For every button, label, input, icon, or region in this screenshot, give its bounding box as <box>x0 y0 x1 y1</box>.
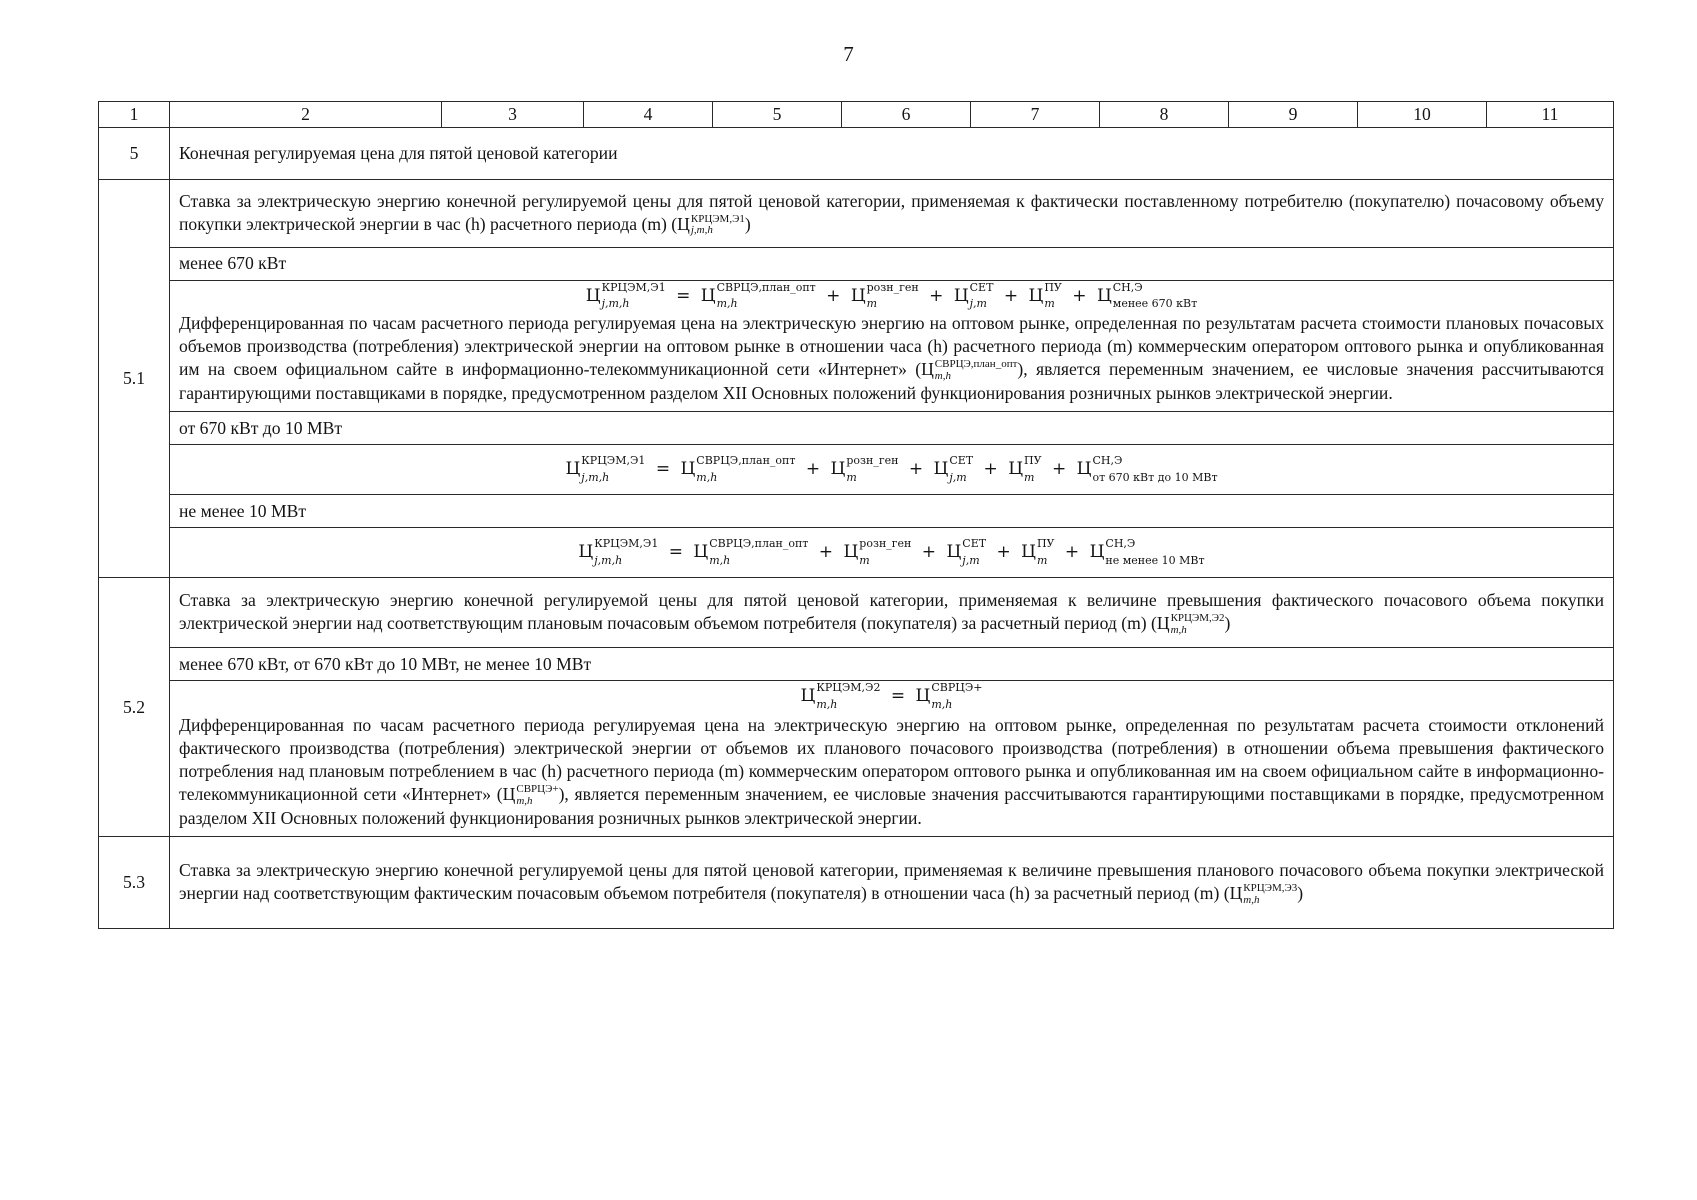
sup-index: КРЦЭМ,Э1 <box>601 280 666 294</box>
indices <box>859 536 912 567</box>
sub-index: m <box>866 297 878 311</box>
sup-index: СН,Э <box>1092 453 1123 467</box>
sub-index: j,m,h <box>581 470 610 484</box>
plus-sign: + <box>1064 542 1080 563</box>
sup-index: СН,Э <box>1105 536 1136 550</box>
price-symbol: Ц <box>700 285 716 306</box>
indices <box>846 453 899 484</box>
indices <box>1243 883 1297 906</box>
column-header-row <box>99 102 1614 128</box>
indices <box>931 681 983 711</box>
sub-index: m,h <box>1243 893 1260 906</box>
explanation-text: Дифференцированная по часам расчетного периода регулируемая цена на электрическую энергию на оптовом рынке, определенная по результатам расчета стоимости плановых почасовых объемов производства (потребления) электрической энергии на оптовом рынке в отношении часа (h) расчетного периода (m) коммерческим оператором оптового рынка и опубликованная им на своем официальном сайте в информационно-телекоммуникационной сети «Интернет» ( <box>179 312 1604 379</box>
sup-index: КРЦЭМ,Э1 <box>690 212 745 225</box>
sup-index: розн_ген <box>859 536 912 550</box>
sub-index: j,m,h <box>690 224 713 237</box>
column-header: 10 <box>1358 102 1487 128</box>
price-symbol: Ц <box>1076 459 1092 480</box>
price-symbol: Ц <box>1008 459 1024 480</box>
formula-explanation <box>179 312 1604 405</box>
column-header: 5 <box>713 102 842 128</box>
page-number: 7 <box>843 42 854 66</box>
sup-index: СН,Э <box>1112 280 1143 294</box>
plus-sign: + <box>1051 459 1067 480</box>
price-symbol: Ц <box>1089 542 1105 563</box>
sup-index: КРЦЭМ,Э2 <box>816 681 881 695</box>
price-symbol: Ц <box>1028 285 1044 306</box>
sup-index: розн_ген <box>846 453 899 467</box>
sub-index: j,m,h <box>594 553 623 567</box>
column-header: 6 <box>842 102 971 128</box>
formula-row <box>99 445 1614 495</box>
category-label: менее 670 кВт <box>170 247 1614 280</box>
price-symbol: Ц <box>565 459 581 480</box>
indices <box>1024 453 1042 484</box>
explanation-text: ), является переменным значением, ее числовые значения рассчитываются гарантирующими поставщиками в порядке, предусмотренном разделом XII Основных положений функционирования розничных рынков электрической энергии. <box>179 358 1604 404</box>
sup-index: СЕТ <box>962 536 987 550</box>
category-label: не менее 10 МВт <box>170 495 1614 528</box>
explanation-text: Дифференцированная по часам расчетного периода регулируемая цена на электрическую энергию на оптовом рынке, определенная по результатам расчета стоимости отклонений фактического производства (потребления) электрической энергии от объемов их планового почасового производства (потребления) в отношении объема превышения фактического потребления над плановым потреблением в час (h) расчетного периода (m) коммерческим оператором оптового рынка и опубликованная им на своем официальном сайте в информационно-телекоммуникационной сети «Интернет» ( <box>179 715 1604 804</box>
equals-sign: = <box>655 459 671 480</box>
price-formula <box>170 445 1614 495</box>
indices <box>935 359 1018 382</box>
plus-sign: + <box>929 285 944 306</box>
explanation-text: ), является переменным значением, ее числовые значения рассчитываются гарантирующими поставщиками в порядке, предусмотренном разделом XII Основных положений функционирования розничных рынков электрической энергии. <box>179 783 1604 829</box>
price-symbol: Ц <box>693 542 709 563</box>
formula-note-cell <box>170 681 1614 837</box>
sub-index: m <box>846 470 857 484</box>
price-symbol: Ц <box>1156 612 1170 633</box>
indices <box>516 784 558 807</box>
price-formula <box>179 681 1604 714</box>
indices <box>1112 280 1198 311</box>
sub-index: m <box>1024 470 1035 484</box>
tariff-table <box>98 101 1614 929</box>
price-symbol: Ц <box>800 686 816 707</box>
sup-index: СВРЦЭ,план_опт <box>696 453 796 467</box>
price-symbol: Ц <box>1021 542 1036 563</box>
sub-index: j,m <box>969 297 987 311</box>
sup-index: розн_ген <box>866 280 919 294</box>
sub-index: m,h <box>931 697 953 711</box>
sub-index: j,m <box>949 470 967 484</box>
sup-index: КРЦЭМ,Э2 <box>1170 612 1225 625</box>
sub-index: m,h <box>516 794 533 807</box>
sub-index: j,m <box>962 553 980 567</box>
sub-index: m,h <box>716 297 738 311</box>
price-symbol: Ц <box>915 686 931 707</box>
sub-index: m <box>1036 553 1048 567</box>
sup-index: КРЦЭМ,Э3 <box>1243 882 1298 895</box>
sub-index: m <box>1044 297 1055 311</box>
plus-sign: + <box>805 459 821 480</box>
sup-index: СВРЦЭ+ <box>516 783 559 796</box>
sup-index: КРЦЭМ,Э1 <box>594 536 659 550</box>
sub-index: m,h <box>816 697 838 711</box>
formula-row <box>99 528 1614 578</box>
price-symbol: Ц <box>933 459 949 480</box>
row-number: 5.1 <box>99 179 170 577</box>
formula-note-cell <box>170 280 1614 411</box>
sub-index: m,h <box>696 470 718 484</box>
price-symbol: Ц <box>946 542 962 563</box>
price-symbol: Ц <box>502 783 516 804</box>
sub-index: не менее 10 МВт <box>1105 553 1205 567</box>
sup-index: КРЦЭМ,Э1 <box>581 453 646 467</box>
desc-text: ) <box>744 213 751 234</box>
sup-index: СВРЦЭ,план_опт <box>716 280 816 294</box>
sub-index: менее 670 кВт <box>1112 297 1198 311</box>
plus-sign: + <box>921 542 937 563</box>
column-header: 2 <box>170 102 442 128</box>
plus-sign: + <box>908 459 924 480</box>
sup-index: ПУ <box>1036 536 1055 550</box>
plus-sign: + <box>826 285 841 306</box>
indices <box>1092 453 1218 484</box>
section-row-5 <box>99 127 1614 179</box>
indices <box>601 280 666 311</box>
indices <box>709 536 809 567</box>
formula-note-row <box>99 280 1614 411</box>
equals-sign: = <box>676 285 691 306</box>
column-header: 9 <box>1229 102 1358 128</box>
indices <box>1036 536 1055 567</box>
sub-index: m,h <box>709 553 731 567</box>
plus-sign: + <box>996 542 1011 563</box>
rate-description <box>170 837 1614 929</box>
desc-text: Ставка за электрическую энергию конечной регулируемой цены для пятой ценовой категории, применяемая к величине превышения планового почасового объема покупки электрической энергии над соответствующим фактическим почасовым объемом потребителя (покупателя) в отношении часа (h) за расчетный период (m) ( <box>179 859 1604 903</box>
indices <box>581 453 646 484</box>
rate-description <box>170 179 1614 247</box>
price-symbol: Ц <box>953 285 969 306</box>
desc-text: Ставка за электрическую энергию конечной регулируемой цены для пятой ценовой категории, применяемая к величине превышения фактического почасового объема покупки электрической энергии над соответствующим плановым почасовым объемом потребителя (покупателя) за расчетный период (m) ( <box>179 589 1604 633</box>
desc-text: ) <box>1297 882 1304 903</box>
price-formula <box>179 280 1604 312</box>
column-header: 3 <box>442 102 584 128</box>
section-row-5-3-desc <box>99 837 1614 929</box>
indices <box>594 536 659 567</box>
equals-sign: = <box>668 542 683 563</box>
sup-index: ПУ <box>1024 453 1042 467</box>
price-formula <box>170 528 1614 578</box>
price-symbol: Ц <box>578 542 594 563</box>
indices <box>1044 280 1062 311</box>
column-header: 7 <box>971 102 1100 128</box>
price-symbol: Ц <box>680 459 696 480</box>
indices <box>1105 536 1205 567</box>
column-header: 11 <box>1487 102 1614 128</box>
column-header: 4 <box>584 102 713 128</box>
row-number: 5.2 <box>99 578 170 837</box>
indices <box>696 453 796 484</box>
sup-index: СВРЦЭ,план_опт <box>934 358 1018 371</box>
price-symbol: Ц <box>1229 882 1243 903</box>
category-row <box>99 247 1614 280</box>
section-row-5-1-desc <box>99 179 1614 247</box>
indices <box>716 280 816 311</box>
price-symbol: Ц <box>585 285 601 306</box>
category-label: менее 670 кВт, от 670 кВт до 10 МВт, не менее 10 МВт <box>170 648 1614 681</box>
formula-note-row <box>99 681 1614 837</box>
price-symbol: Ц <box>830 459 846 480</box>
indices <box>1171 613 1225 636</box>
price-symbol: Ц <box>843 542 859 563</box>
desc-text: Ставка за электрическую энергию конечной регулируемой цены для пятой ценовой категории, применяемая к фактически поставленному потребителю (покупателю) почасовому объему покупки электрической энергии в час (h) расчетного периода (m) ( <box>179 190 1604 234</box>
indices <box>816 681 881 711</box>
indices <box>866 280 919 311</box>
sub-index: m,h <box>934 369 951 382</box>
indices <box>962 536 987 567</box>
category-row <box>99 648 1614 681</box>
row-number: 5.3 <box>99 837 170 929</box>
plus-sign: + <box>1072 285 1087 306</box>
plus-sign: + <box>1003 285 1019 306</box>
section-row-5-2-desc <box>99 578 1614 648</box>
rate-description <box>170 578 1614 648</box>
column-header: 8 <box>1100 102 1229 128</box>
plus-sign: + <box>818 542 834 563</box>
indices <box>949 453 974 484</box>
price-symbol: Ц <box>921 358 934 379</box>
sub-index: j,m,h <box>601 297 630 311</box>
sup-index: СВРЦЭ,план_опт <box>709 536 809 550</box>
plus-sign: + <box>983 459 998 480</box>
symbol-indices <box>691 214 745 237</box>
desc-text: ) <box>1224 612 1231 633</box>
sub-index: m,h <box>1170 623 1187 636</box>
category-label: от 670 кВт до 10 МВт <box>170 412 1614 445</box>
sup-index: СЕТ <box>969 280 994 294</box>
category-row <box>99 412 1614 445</box>
section-title: Конечная регулируемая цена для пятой ценовой категории <box>170 127 1614 179</box>
sub-index: m <box>859 553 870 567</box>
price-symbol: Ц <box>850 285 866 306</box>
price-symbol: Ц <box>1096 285 1112 306</box>
category-row <box>99 495 1614 528</box>
row-number: 5 <box>99 127 170 179</box>
indices <box>969 280 994 311</box>
sup-index: СВРЦЭ+ <box>931 681 983 695</box>
sub-index: от 670 кВт до 10 МВт <box>1092 470 1218 484</box>
price-symbol: Ц <box>677 213 690 234</box>
formula-explanation <box>179 714 1604 830</box>
equals-sign: = <box>890 686 906 707</box>
column-header: 1 <box>99 102 170 128</box>
sup-index: СЕТ <box>949 453 974 467</box>
sup-index: ПУ <box>1044 280 1062 294</box>
